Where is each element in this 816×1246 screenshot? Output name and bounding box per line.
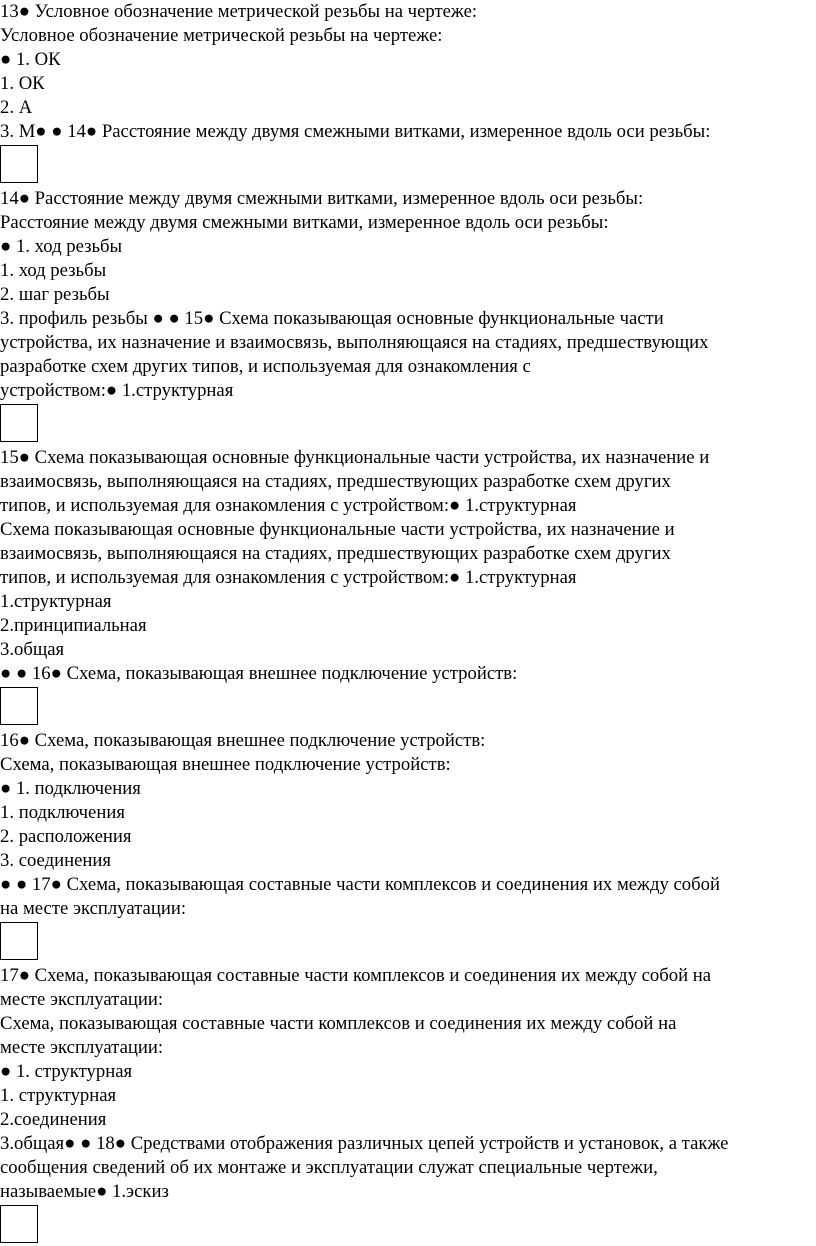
- question-13-heading: 13● Условное обозначение метрической резьбы на чертеже:: [0, 1, 478, 22]
- question-15-option-3: 3.общая: [0, 639, 65, 660]
- text-line: сообщения сведений об их монтаже и эксплуатации служат специальные чертежи,: [0, 1157, 658, 1178]
- question-17-selected-answer: ● 1. структурная: [0, 1061, 133, 1082]
- question-14-selected-answer: ● 1. ход резьбы: [0, 236, 123, 257]
- text-line: месте эксплуатации:: [0, 1037, 164, 1058]
- question-16-option-3: 3. соединения: [0, 850, 112, 871]
- question-14-heading: 14● Расстояние между двумя смежными витками, измеренное вдоль оси резьбы:: [0, 188, 644, 209]
- text-line: на месте эксплуатации:: [0, 898, 187, 919]
- text-line: ● ● 17● Схема, показывающая составные части комплексов и соединения их между собой: [0, 874, 720, 895]
- question-13-option-2: 2. А: [0, 97, 33, 118]
- text-line: разработке схем других типов, и используемая для ознакомления с: [0, 356, 531, 377]
- question-17-option-1: 1. структурная: [0, 1085, 117, 1106]
- question-14-option-2: 2. шаг резьбы: [0, 284, 110, 305]
- text-line: месте эксплуатации:: [0, 989, 164, 1010]
- question-13-selected-answer: ● 1. ОК: [0, 49, 61, 70]
- question-13-text: Условное обозначение метрической резьбы на чертеже:: [0, 25, 443, 46]
- text-line: называемые● 1.эскиз: [0, 1181, 169, 1202]
- text-line: типов, и используемая для ознакомления с устройством:● 1.структурная: [0, 495, 577, 516]
- text-line: устройства, их назначение и взаимосвязь, выполняющаяся на стадиях, предшествующих: [0, 332, 709, 353]
- text-line: взаимосвязь, выполняющаяся на стадиях, предшествующих разработке схем других: [0, 543, 671, 564]
- question-16-selected-answer: ● 1. подключения: [0, 778, 141, 799]
- question-14-text: Расстояние между двумя смежными витками, измеренное вдоль оси резьбы:: [0, 212, 609, 233]
- question-15-option-2: 2.принципиальная: [0, 615, 147, 636]
- question-15-heading: 15● Схема показывающая основные функциональные части устройства, их назначение и: [0, 447, 710, 468]
- question-15-text: Схема показывающая основные функциональные части устройства, их назначение и: [0, 519, 675, 540]
- question-13-option-3: 3. М● ● 14● Расстояние между двумя смежными витками, измеренное вдоль оси резьбы:: [0, 121, 711, 142]
- answer-checkbox[interactable]: [0, 404, 38, 442]
- question-14-option-1: 1. ход резьбы: [0, 260, 107, 281]
- question-17-option-3: 3.общая● ● 18● Средствами отображения различных цепей устройств и установок, а также: [0, 1133, 729, 1154]
- question-16-option-2: 2. расположения: [0, 826, 132, 847]
- text-line: ● ● 16● Схема, показывающая внешнее подключение устройств:: [0, 663, 518, 684]
- question-15-option-1: 1.структурная: [0, 591, 112, 612]
- question-17-option-2: 2.соединения: [0, 1109, 107, 1130]
- question-13-option-1: 1. ОК: [0, 73, 45, 94]
- question-17-heading: 17● Схема, показывающая составные части комплексов и соединения их между собой на: [0, 965, 712, 986]
- answer-checkbox[interactable]: [0, 687, 38, 725]
- answer-checkbox[interactable]: [0, 922, 38, 960]
- question-17-text: Схема, показывающая составные части комплексов и соединения их между собой на: [0, 1013, 677, 1034]
- question-16-option-1: 1. подключения: [0, 802, 125, 823]
- question-14-option-3: 3. профиль резьбы ● ● 15● Схема показывающая основные функциональные части: [0, 308, 664, 329]
- question-16-heading: 16● Схема, показывающая внешнее подключение устройств:: [0, 730, 486, 751]
- text-line: типов, и используемая для ознакомления с устройством:● 1.структурная: [0, 567, 577, 588]
- answer-checkbox[interactable]: [0, 145, 38, 183]
- question-16-text: Схема, показывающая внешнее подключение устройств:: [0, 754, 451, 775]
- text-line: устройством:● 1.структурная: [0, 380, 234, 401]
- text-line: взаимосвязь, выполняющаяся на стадиях, предшествующих разработке схем других: [0, 471, 671, 492]
- answer-checkbox[interactable]: [0, 1205, 38, 1243]
